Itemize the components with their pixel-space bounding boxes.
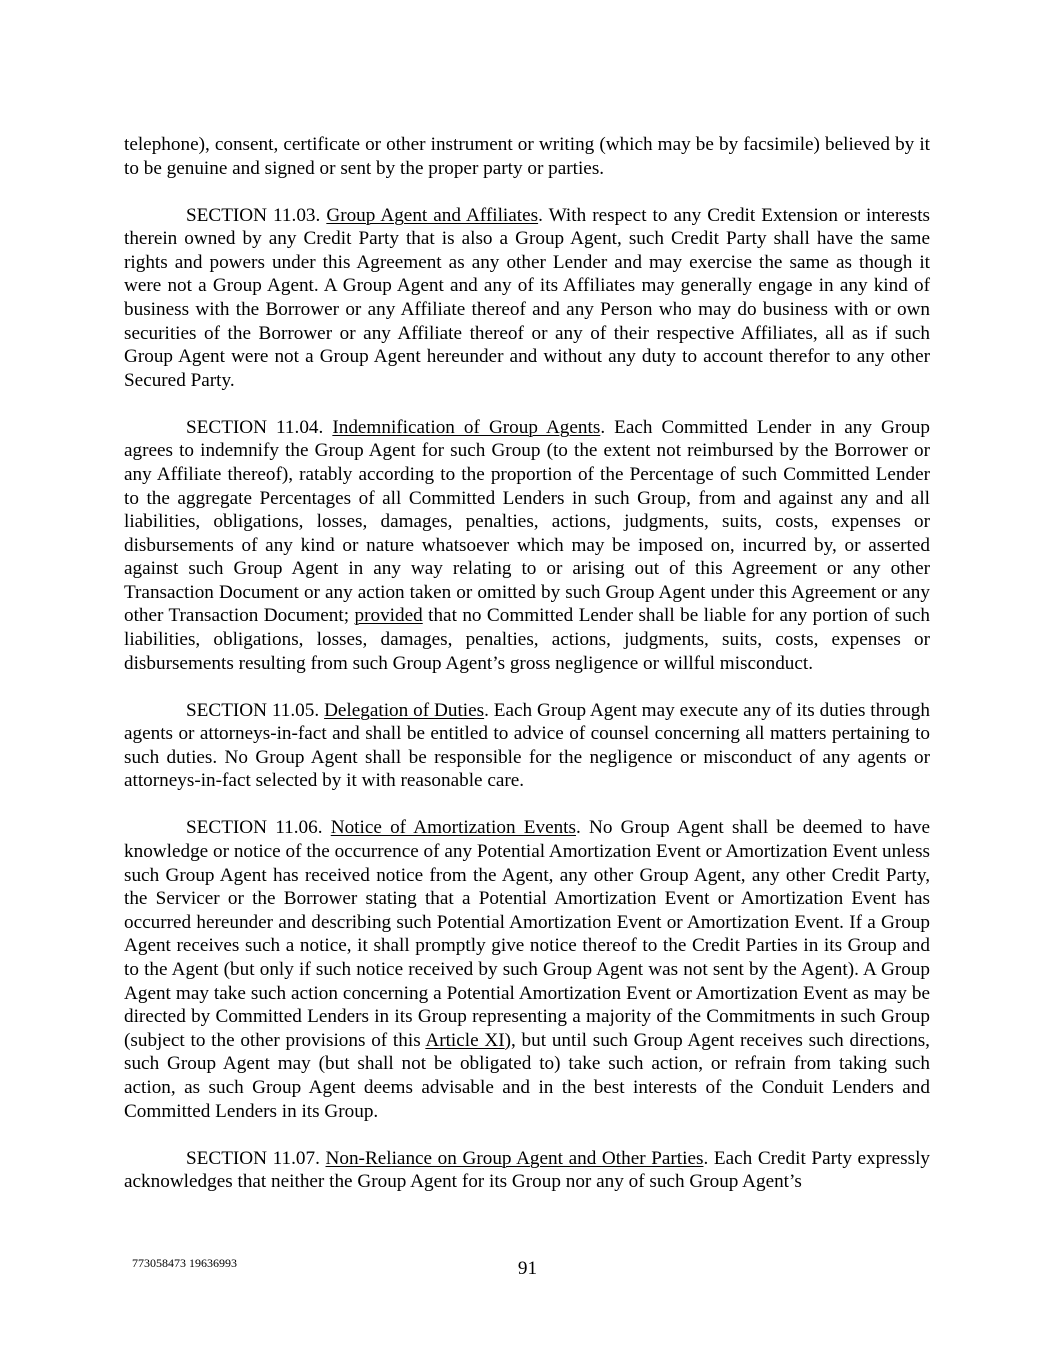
page-number: 91 (517, 1258, 538, 1279)
underlined-text: Indemnification of Group Agents (332, 416, 601, 438)
underlined-text: Non-Reliance on Group Agent and Other Parties (325, 1147, 704, 1169)
body-text: . Each Committed Lender in any Group agrees to indemnify the Group Agent for such Group (to the extent not reimbursed by the Borrower or any Affiliate thereof), ratably according to the proportion of the Percentage of such Committed Lender to the aggregate Percentages of all Committed Lenders in such Group, from and against any and all liabilities, obligations, losses, damages, penalties, actions, judgments, suits, costs, expenses or disbursements of any kind or nature whatsoever which may be imposed on, incurred by, or asserted against such Group Agent in any way relating to or arising out of this Agreement or any other Transaction Document or any action taken or omitted by such Group Agent under this Agreement or any other Transaction Document; (124, 416, 930, 627)
body-text: SECTION 11.03. (186, 204, 327, 226)
body-text: ), but until such Group Agent receives such directions, such Group Agent may (but shall not be obligated to) take such action, or refrain from taking such action, as such Group Agent deems advisable and in the best interests of the Conduit Lenders and Committed Lenders in its Group. (124, 1029, 930, 1122)
body-text: SECTION 11.05. (186, 699, 325, 721)
body-text: SECTION 11.04. (186, 416, 333, 438)
body-text: that no Committed Lender shall be liable for any portion of such liabilities, obligations, losses, damages, penalties, actions, judgments, suits, costs, expenses or disbursements resulting from such Group Agent’s gross negligence or willful misconduct. (124, 605, 931, 674)
section-paragraph (124, 1147, 930, 1194)
body-text: . No Group Agent shall be deemed to have knowledge or notice of the occurrence of any Potential Amortization Event or Amortization Event unless such Group Agent has received notice from the Agent, any other Group Agent, any other Credit Party, the Servicer or the Borrower stating that a Potential Amortization Event or Amortization Event has occurred hereunder and describing such Potential Amortization Event or Amortization Event. If a Group Agent receives such a notice, it shall promptly give notice thereof to the Credit Parties in its Group and to the Agent (but only if such notice received by such Group Agent was not sent by the Agent). A Group Agent may take such action concerning a Potential Amortization Event or Amortization Event as may be directed by Committed Lenders in its Group representing a majority of the Commitments in such Group (subject to the other provisions of this (124, 817, 930, 1051)
underlined-text: Notice of Amortization Events (330, 817, 576, 839)
body-text: SECTION 11.06. (186, 817, 331, 839)
section-paragraph (124, 416, 930, 676)
body-text: telephone), consent, certificate or other instrument or writing (which may be by facsimile) believed by it to be genuine and signed or sent by the proper party or parties. (124, 134, 930, 179)
body-text: . Each Group Agent may execute any of its duties through agents or attorneys-in-fact and shall be entitled to advice of counsel concerning all matters pertaining to such duties. No Group Agent shall be responsible for the negligence or misconduct of any agents or attorneys-in-fact selected by it with reasonable care. (124, 699, 930, 792)
underlined-text: Article XI (425, 1029, 505, 1051)
document-body (124, 133, 930, 1217)
section-paragraph (124, 204, 930, 393)
section-paragraph (124, 699, 930, 793)
body-text: SECTION 11.07. (186, 1147, 326, 1169)
section-paragraph (124, 816, 930, 1123)
body-text: . Each Credit Party expressly acknowledges that neither the Group Agent for its Group nor any of such Group Agent’s (124, 1147, 931, 1193)
underlined-text: Delegation of Duties (324, 699, 485, 721)
body-text: . With respect to any Credit Extension or interests therein owned by any Credit Party that is also a Group Agent, such Credit Party shall have the same rights and powers under this Agreement as any other Lender and may exercise the same as though it were not a Group Agent. A Group Agent and any of its Affiliates may generally engage in any kind of business with the Borrower or any Affiliate thereof and any Person who may do business with or own securities of the Borrower or any Affiliate thereof or any of their respective Affiliates, all as if such Group Agent were not a Group Agent hereunder and without any duty to account therefor to any other Secured Party. (124, 204, 930, 391)
document-id: 773058473 19636993 (132, 1256, 237, 1270)
underlined-text: provided (354, 605, 423, 627)
underlined-text: Group Agent and Affiliates (326, 204, 539, 226)
paragraph-continuation (124, 133, 930, 180)
